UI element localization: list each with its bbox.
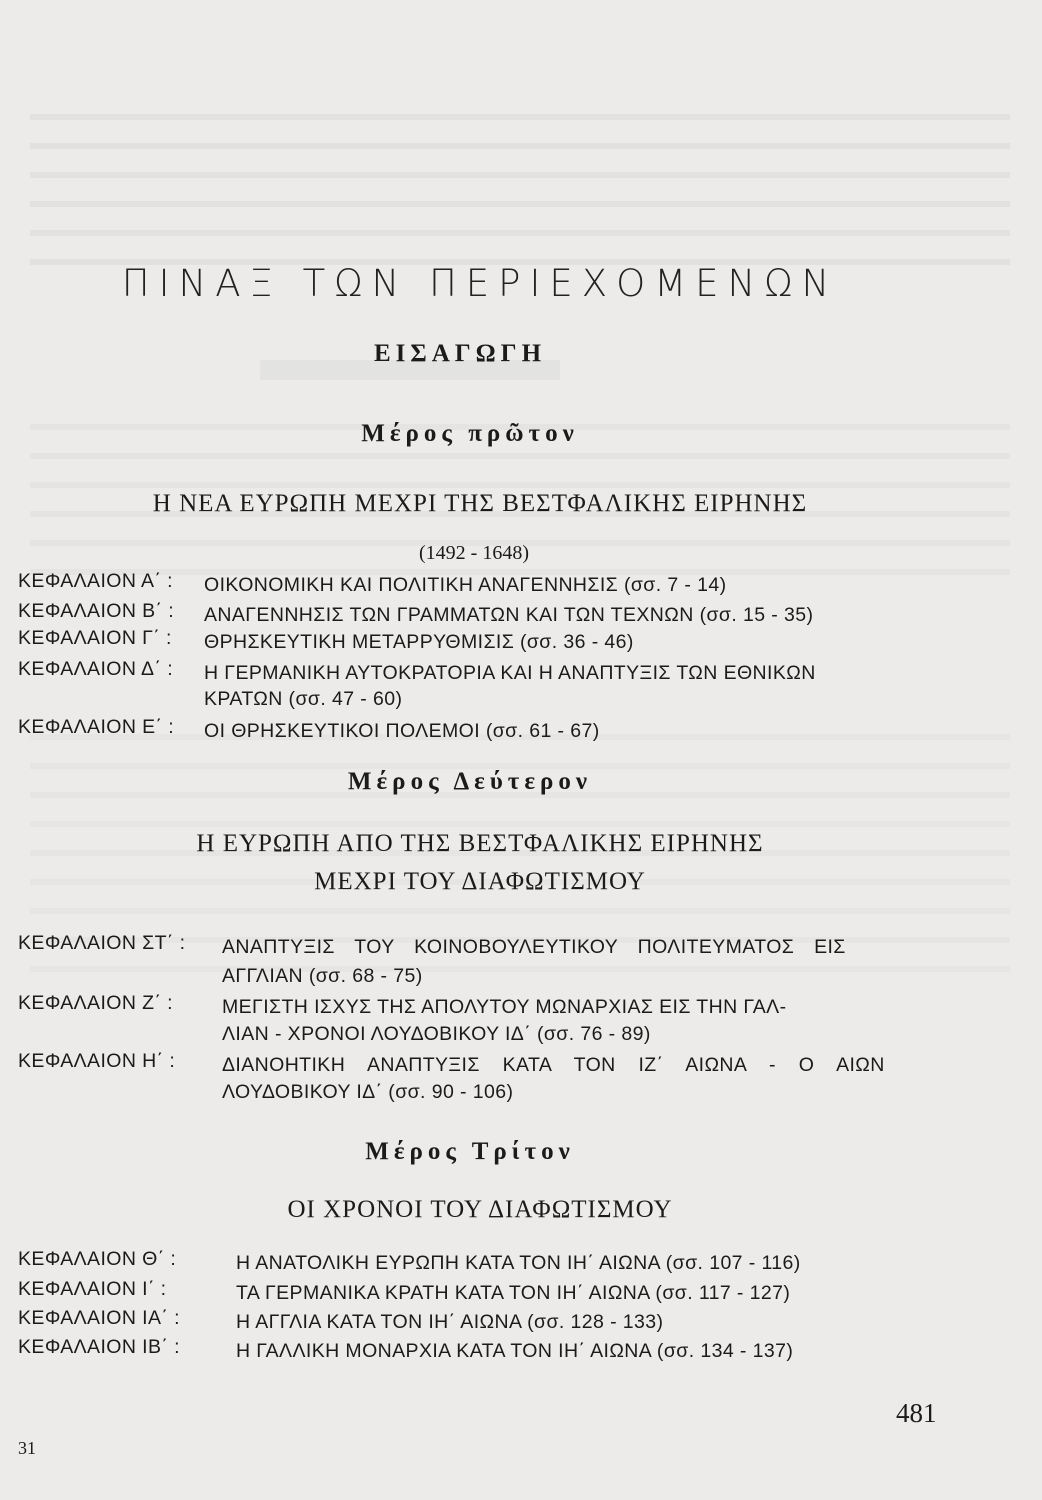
chapter-title: ΑΝΑΠΤΥΞΙΣ ΤΟΥ ΚΟΙΝΟΒΟΥΛΕΥΤΙΚΟΥ ΠΟΛΙΤΕΥΜΑΤΟΣ ΕΙΣ [222, 936, 846, 958]
chapter-title: Η ΑΝΑΤΟΛΙΚΗ ΕΥΡΩΠΗ ΚΑΤΑ ΤΟΝ ΙΗ΄ ΑΙΩΝΑ (σσ. 107 - 116) [236, 1252, 801, 1274]
chapter-title-continued: ΛΟΥΔΟΒΙΚΟΥ ΙΔ΄ (σσ. 90 - 106) [222, 1081, 514, 1103]
part-one-heading: Μέρος πρῶτον [361, 420, 579, 447]
signature-mark: 31 [18, 1438, 36, 1458]
chapter-label: ΚΕΦΑΛΑΙΟΝ Α΄ : [18, 570, 173, 592]
part-three-heading: Μέρος Τρίτον [365, 1138, 575, 1165]
chapter-title: ΟΙ ΘΡΗΣΚΕΥΤΙΚΟΙ ΠΟΛΕΜΟΙ (σσ. 61 - 67) [204, 720, 600, 742]
chapter-label: ΚΕΦΑΛΑΙΟΝ Β΄ : [18, 600, 175, 622]
chapter-label: ΚΕΦΑΛΑΙΟΝ Θ΄ : [18, 1248, 177, 1270]
part-three-section-title: ΟΙ ΧΡΟΝΟΙ ΤΟΥ ΔΙΑΦΩΤΙΣΜΟΥ [287, 1196, 673, 1223]
chapter-label: ΚΕΦΑΛΑΙΟΝ Ι΄ : [18, 1278, 167, 1300]
show-through-decoration [30, 100, 1010, 270]
chapter-title: ΘΡΗΣΚΕΥΤΙΚΗ ΜΕΤΑΡΡΥΘΜΙΣΙΣ (σσ. 36 - 46) [204, 631, 634, 653]
page-number: 481 [896, 1398, 937, 1428]
chapter-label: ΚΕΦΑΛΑΙΟΝ ΙΑ΄ : [18, 1307, 180, 1329]
chapter-label: ΚΕΦΑΛΑΙΟΝ ΙΒ΄ : [18, 1336, 180, 1358]
chapter-label: ΚΕΦΑΛΑΙΟΝ Η΄ : [18, 1050, 176, 1072]
chapter-title-continued: ΚΡΑΤΩΝ (σσ. 47 - 60) [204, 688, 403, 710]
chapter-title-continued: ΑΓΓΛΙΑΝ (σσ. 68 - 75) [222, 965, 423, 987]
chapter-label: ΚΕΦΑΛΑΙΟΝ Ζ΄ : [18, 992, 173, 1014]
chapter-label: ΚΕΦΑΛΑΙΟΝ Δ΄ : [18, 658, 174, 680]
part-two-heading: Μέρος Δεύτερον [347, 768, 593, 795]
chapter-title: Η ΓΑΛΛΙΚΗ ΜΟΝΑΡΧΙΑ ΚΑΤΑ ΤΟΝ ΙΗ΄ ΑΙΩΝΑ (σσ. 134 - 137) [236, 1340, 794, 1362]
chapter-title: ΔΙΑΝΟΗΤΙΚΗ ΑΝΑΠΤΥΞΙΣ ΚΑΤΑ ΤΟΝ ΙΖ΄ ΑΙΩΝΑ - Ο ΑΙΩΝ [222, 1054, 885, 1076]
introduction-heading: ΕΙΣΑΓΩΓΗ [373, 340, 547, 367]
chapter-title: ΟΙΚΟΝΟΜΙΚΗ ΚΑΙ ΠΟΛΙΤΙΚΗ ΑΝΑΓΕΝΝΗΣΙΣ (σσ. 7 - 14) [204, 574, 727, 596]
page-title: ΠΙΝΑΞ ΤΩΝ ΠΕΡΙΕΧΟΜΕΝΩΝ [121, 262, 839, 305]
part-two-section-title: Η ΕΥΡΩΠΗ ΑΠΟ ΤΗΣ ΒΕΣΤΦΑΛΙΚΗΣ ΕΙΡΗΝΗΣ [196, 830, 764, 857]
chapter-title: Η ΓΕΡΜΑΝΙΚΗ ΑΥΤΟΚΡΑΤΟΡΙΑ ΚΑΙ Η ΑΝΑΠΤΥΞΙΣ ΤΩΝ ΕΘΝΙΚΩΝ [204, 662, 816, 684]
chapter-label: ΚΕΦΑΛΑΙΟΝ Γ΄ : [18, 627, 172, 649]
chapter-title: Η ΑΓΓΛΙΑ ΚΑΤΑ ΤΟΝ ΙΗ΄ ΑΙΩΝΑ (σσ. 128 - 133) [236, 1311, 664, 1333]
chapter-title: ΤΑ ΓΕΡΜΑΝΙΚΑ ΚΡΑΤΗ ΚΑΤΑ ΤΟΝ ΙΗ΄ ΑΙΩΝΑ (σσ. 117 - 127) [236, 1282, 791, 1304]
part-two-section-title-line2: ΜΕΧΡΙ ΤΟΥ ΔΙΑΦΩΤΙΣΜΟΥ [314, 868, 646, 895]
chapter-title: ΑΝΑΓΕΝΝΗΣΙΣ ΤΩΝ ΓΡΑΜΜΑΤΩΝ ΚΑΙ ΤΩΝ ΤΕΧΝΩΝ (σσ. 15 - 35) [204, 604, 814, 626]
chapter-label: ΚΕΦΑΛΑΙΟΝ ΣΤ΄ : [18, 932, 186, 954]
part-one-section-title: Η ΝΕΑ ΕΥΡΩΠΗ ΜΕΧΡΙ ΤΗΣ ΒΕΣΤΦΑΛΙΚΗΣ ΕΙΡΗΝΗΣ [152, 490, 808, 517]
chapter-label: ΚΕΦΑΛΑΙΟΝ Ε΄ : [18, 716, 175, 738]
part-one-years: (1492 - 1648) [419, 542, 529, 564]
chapter-title: ΜΕΓΙΣΤΗ ΙΣΧΥΣ ΤΗΣ ΑΠΟΛΥΤΟΥ ΜΩΝΑΡΧΙΑΣ ΕΙΣ ΤΗΝ ΓΑΛ- [222, 996, 787, 1018]
chapter-title-continued: ΛΙΑΝ - ΧΡΟΝΟΙ ΛΟΥΔΟΒΙΚΟΥ ΙΔ΄ (σσ. 76 - 89) [222, 1023, 651, 1045]
